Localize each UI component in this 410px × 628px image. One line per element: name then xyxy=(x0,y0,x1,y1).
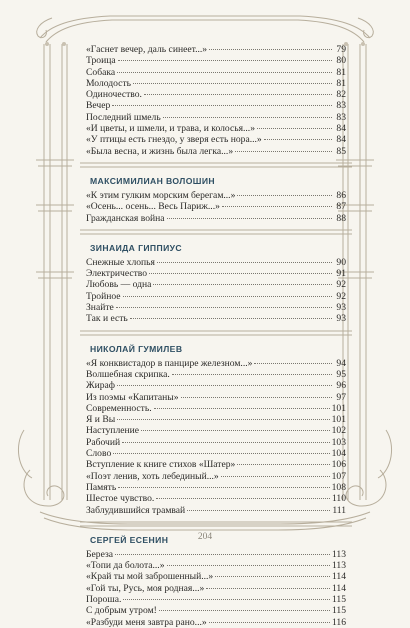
entry-page: 107 xyxy=(331,470,346,482)
entry-page: 102 xyxy=(331,425,346,437)
toc-entry xyxy=(86,482,346,493)
dot-leader xyxy=(209,49,332,50)
entry-title: «Гаснет вечер, даль синеет...» xyxy=(86,44,208,55)
entry-title: «Поэт ленив, хоть лебединый...» xyxy=(86,470,219,482)
dot-leader xyxy=(235,151,332,152)
entry-title: Молодость xyxy=(86,77,132,89)
dot-leader xyxy=(115,554,330,555)
entry-page: 113 xyxy=(331,560,346,572)
toc-entry xyxy=(86,268,346,279)
entry-title: Память xyxy=(86,481,117,493)
toc-entry xyxy=(86,594,346,605)
dot-leader xyxy=(209,622,330,623)
toc-entry xyxy=(86,549,346,560)
toc-entry xyxy=(86,100,346,111)
entry-title: Снежные хлопья xyxy=(86,256,155,268)
dot-leader xyxy=(113,453,329,454)
toc-section xyxy=(86,224,346,325)
dot-leader xyxy=(206,588,330,589)
toc-entry xyxy=(86,560,346,571)
dot-leader xyxy=(157,262,332,263)
dot-leader xyxy=(221,476,330,477)
entry-page: 81 xyxy=(336,77,346,89)
dot-leader xyxy=(117,419,329,420)
dot-leader xyxy=(141,430,330,431)
dot-leader xyxy=(254,363,332,364)
entry-title: Электричество xyxy=(86,268,148,280)
dot-leader xyxy=(153,284,332,285)
entry-page: 93 xyxy=(336,313,346,325)
dot-leader xyxy=(122,442,329,443)
dot-leader xyxy=(118,487,329,488)
toc-entry xyxy=(86,403,346,414)
section-divider xyxy=(86,157,346,176)
entry-title: Знайте xyxy=(86,302,114,314)
entry-page: 91 xyxy=(336,268,346,280)
toc-section xyxy=(86,157,346,224)
entry-page: 85 xyxy=(336,145,346,157)
dot-leader xyxy=(117,72,332,73)
entry-page: 92 xyxy=(336,279,346,291)
entry-page: 96 xyxy=(336,380,346,392)
entry-title: Современность. xyxy=(86,402,152,414)
entry-page: 103 xyxy=(331,436,346,448)
entry-title: Пороша. xyxy=(86,593,122,605)
entry-title: Троица xyxy=(86,55,116,67)
toc-entry xyxy=(86,112,346,123)
entry-title: Я и Вы xyxy=(86,414,116,426)
dot-leader xyxy=(257,128,332,129)
entry-page: 87 xyxy=(336,201,346,213)
dot-leader xyxy=(154,408,330,409)
toc-entry xyxy=(86,279,346,290)
dot-leader xyxy=(237,464,329,465)
entry-title: Шестое чувство. xyxy=(86,493,155,505)
dot-leader xyxy=(215,576,330,577)
entry-title: Рабочий xyxy=(86,436,121,448)
toc-entry xyxy=(86,605,346,616)
toc-entry xyxy=(86,44,346,55)
dot-leader xyxy=(167,565,330,566)
dot-leader xyxy=(222,206,332,207)
entry-page: 81 xyxy=(336,66,346,78)
entry-page: 97 xyxy=(336,391,346,403)
section-divider xyxy=(86,224,346,243)
toc-entry xyxy=(86,471,346,482)
entry-title: «Осень... осень... Весь Париж...» xyxy=(86,201,220,213)
toc-entry xyxy=(86,291,346,302)
toc-entry xyxy=(86,437,346,448)
toc-entry xyxy=(86,448,346,459)
toc-entry xyxy=(86,414,346,425)
dot-leader xyxy=(163,117,332,118)
dot-leader xyxy=(181,397,332,398)
toc-entry xyxy=(86,369,346,380)
toc-entry xyxy=(86,78,346,89)
entry-title: Одиночество. xyxy=(86,89,142,101)
entry-title: Наступление xyxy=(86,425,140,437)
author-heading: ЗИНАИДА ГИППИУС xyxy=(90,242,182,253)
toc-entry xyxy=(86,201,346,212)
entry-title: Береза xyxy=(86,548,113,560)
dot-leader xyxy=(237,195,332,196)
entry-page: 110 xyxy=(331,493,346,505)
entry-title: Волшебная скрипка. xyxy=(86,368,170,380)
entry-page: 93 xyxy=(336,302,346,314)
dot-leader xyxy=(116,307,332,308)
toc-entry xyxy=(86,123,346,134)
toc-entry xyxy=(86,583,346,594)
entry-title: Так и есть xyxy=(86,313,128,325)
entry-page: 95 xyxy=(336,368,346,380)
toc-entry xyxy=(86,55,346,66)
entry-title: «У птицы есть гнездо, у зверя есть нора...» xyxy=(86,134,262,146)
entry-page: 83 xyxy=(336,111,346,123)
entry-title: «Разбуди меня завтра рано...» xyxy=(86,616,207,628)
toc-entry xyxy=(86,89,346,100)
entry-title: Вступление к книге стихов «Шатер» xyxy=(86,459,236,471)
author-heading: СЕРГЕЙ ЕСЕНИН xyxy=(90,534,169,545)
entry-title: Собака xyxy=(86,66,116,78)
toc-entry xyxy=(86,617,346,628)
entry-page: 115 xyxy=(331,593,346,605)
entry-page: 84 xyxy=(336,134,346,146)
entry-page: 88 xyxy=(336,212,346,224)
toc-entry xyxy=(86,134,346,145)
entry-title: «Топи да болота...» xyxy=(86,560,165,572)
dot-leader xyxy=(133,83,332,84)
entry-title: Жираф xyxy=(86,380,116,392)
entry-page: 114 xyxy=(331,571,346,583)
author-heading: НИКОЛАЙ ГУМИЛЕВ xyxy=(90,343,183,354)
entry-page: 114 xyxy=(331,582,346,594)
dot-leader xyxy=(172,374,332,375)
entry-page: 83 xyxy=(336,100,346,112)
entry-page: 106 xyxy=(331,459,346,471)
entry-title: «Я конквистадор в панцире железном...» xyxy=(86,357,253,369)
entry-title: Заблудившийся трамвай xyxy=(86,504,186,516)
dot-leader xyxy=(149,273,332,274)
dot-leader xyxy=(264,139,332,140)
dot-leader xyxy=(112,105,332,106)
dot-leader xyxy=(117,385,332,386)
entry-page: 101 xyxy=(331,414,346,426)
toc-entry xyxy=(86,213,346,224)
section-divider xyxy=(86,325,346,344)
entry-page: 111 xyxy=(332,504,346,516)
dot-leader xyxy=(118,60,332,61)
toc-entry xyxy=(86,380,346,391)
entry-page: 113 xyxy=(331,548,346,560)
entry-title: «Гой ты, Русь, моя родная...» xyxy=(86,582,205,594)
toc-section xyxy=(86,325,346,516)
entry-title: Вечер xyxy=(86,100,111,112)
entry-title: «И цветы, и шмели, и трава, и колосья...» xyxy=(86,123,255,135)
entry-page: 104 xyxy=(331,448,346,460)
dot-leader xyxy=(144,94,332,95)
toc-entry xyxy=(86,493,346,504)
dot-leader xyxy=(156,498,330,499)
toc-entry xyxy=(86,257,346,268)
entry-page: 94 xyxy=(336,357,346,369)
toc-entry xyxy=(86,459,346,470)
dot-leader xyxy=(159,610,330,611)
toc-entry xyxy=(86,571,346,582)
entry-page: 84 xyxy=(336,123,346,135)
entry-page: 90 xyxy=(336,256,346,268)
toc-entry xyxy=(86,505,346,516)
dot-leader xyxy=(167,218,332,219)
toc-entry xyxy=(86,302,346,313)
entry-page: 86 xyxy=(336,189,346,201)
entry-title: Последний шмель xyxy=(86,111,161,123)
entry-title: Слово xyxy=(86,448,112,460)
entry-title: Тройное xyxy=(86,290,121,302)
entry-page: 82 xyxy=(336,89,346,101)
toc-entry xyxy=(86,392,346,403)
toc-section xyxy=(86,44,346,157)
entry-title: «К этим гулким морским берегам...» xyxy=(86,189,236,201)
entry-page: 116 xyxy=(331,616,346,628)
entry-title: Гражданская война xyxy=(86,212,165,224)
entry-page: 108 xyxy=(331,481,346,493)
entry-title: Любовь — одна xyxy=(86,279,152,291)
toc-entry xyxy=(86,358,346,369)
dot-leader xyxy=(187,510,330,511)
toc-entry xyxy=(86,190,346,201)
dot-leader xyxy=(123,599,330,600)
entry-page: 79 xyxy=(336,44,346,55)
entry-page: 101 xyxy=(331,402,346,414)
entry-title: «Край ты мой заброшенный...» xyxy=(86,571,214,583)
dot-leader xyxy=(123,296,332,297)
entry-title: «Была весна, и жизнь была легка...» xyxy=(86,145,234,157)
toc-entry xyxy=(86,67,346,78)
dot-leader xyxy=(130,318,332,319)
entry-page: 115 xyxy=(331,605,346,617)
entry-title: Из поэмы «Капитаны» xyxy=(86,391,179,403)
entry-title: С добрым утром! xyxy=(86,605,157,617)
toc-entry xyxy=(86,425,346,436)
toc-entry xyxy=(86,146,346,157)
toc-entry xyxy=(86,313,346,324)
entry-page: 92 xyxy=(336,290,346,302)
page-number: 204 xyxy=(197,532,213,542)
author-heading: МАКСИМИЛИАН ВОЛОШИН xyxy=(90,175,216,186)
entry-page: 80 xyxy=(336,55,346,67)
